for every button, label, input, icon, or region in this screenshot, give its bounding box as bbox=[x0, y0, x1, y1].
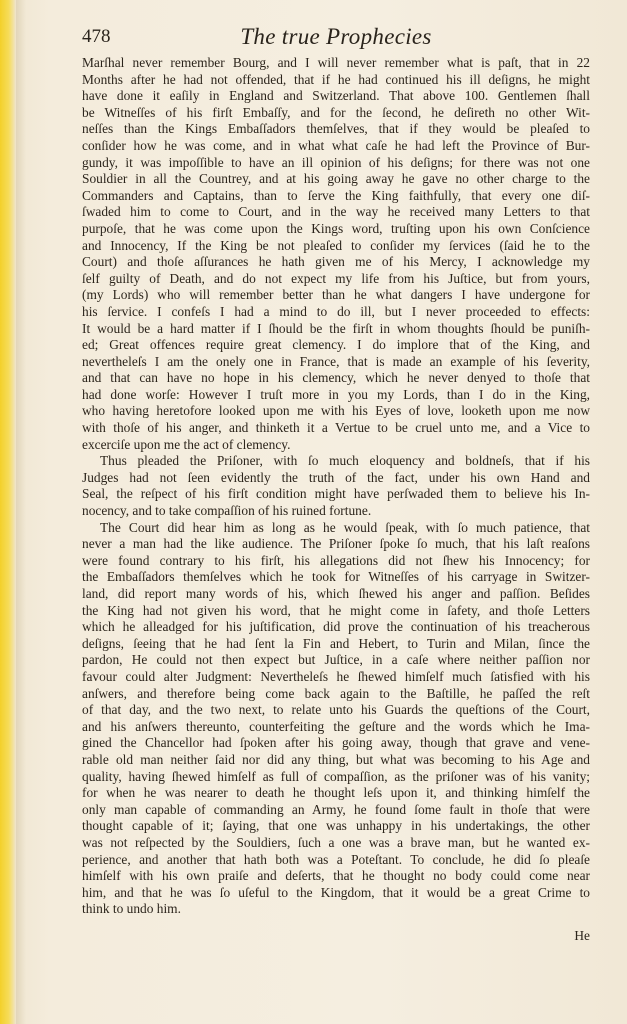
text-line: was not reſpected by the Souldiers, ſuch a one was a brave man, but he wanted ex- bbox=[82, 834, 590, 850]
text-line: have done it eaſily in England and Switzerland. That above 100. Gentlemen ſhall bbox=[82, 88, 590, 104]
text-line: ed; Great offences require great clemency. I do implore that of the King, and bbox=[82, 337, 590, 353]
text-line: had done worſe: However I truſt more in you my Lords, than I do in the King, bbox=[82, 386, 590, 402]
text-line: nevertheleſs I am the onely one in France, that is made an example of his ſeverity, bbox=[82, 353, 590, 369]
text-line: Souldier in all the Countrey, and at his going away he gave no other charge to the bbox=[82, 171, 590, 187]
text-line: think to undo him. bbox=[82, 901, 181, 917]
text-line: of that day, and the two next, to relate unto his Guards the queſtions of the Court, bbox=[82, 702, 590, 718]
running-head bbox=[82, 24, 590, 52]
running-title: The true Prophecies bbox=[240, 24, 432, 49]
text-line: thought capable of it; ſaying, that one was unhappy in his undertakings, the other bbox=[82, 818, 590, 834]
text-line: Thus pleaded the Priſoner, with ſo much eloquency and boldneſs, that if his bbox=[100, 453, 590, 469]
catchword: He bbox=[574, 928, 590, 943]
text-line: (my Lords) who will remember better than he what dangers I have undergone for bbox=[82, 287, 590, 303]
text-line: deſigns, ſeeing that he had ſent la Fin and Hebert, to Turin and Milan, ſince the bbox=[82, 635, 590, 651]
text-line: excerciſe upon me the act of clemency. bbox=[82, 436, 291, 452]
text-line: only man capable of commanding an Army, he found ſome fault in thoſe that were bbox=[82, 801, 590, 817]
page-spine-edge bbox=[0, 0, 16, 1024]
text-line: Court) and thoſe aſſurances he hath given me of his Mercy, I acknowledge my bbox=[82, 254, 590, 270]
page-number: 478 bbox=[82, 26, 111, 47]
text-line: and Innocency, If the King be not pleaſed to conſider my ſervices (ſaid he to the bbox=[82, 237, 590, 253]
text-line: gined the Chancellor had ſpoken after his going away, though that grave and vene- bbox=[82, 735, 590, 751]
text-line: the Embaſſadors themſelves which he took for Witneſſes of his carryage in Switzer- bbox=[82, 569, 590, 585]
gutter-shadow bbox=[16, 0, 26, 1024]
text-line: never a man had the like audience. The Priſoner ſpoke ſo much, that his laſt reaſons bbox=[82, 536, 590, 552]
text-line: his ſervice. I confeſs I had a mind to do ill, but I never proceeded to effects: bbox=[82, 303, 590, 319]
text-line: perience, and another that hath both was a Poteſtant. To conclude, he did ſo pleaſe bbox=[82, 851, 590, 867]
text-line: for when he was nearer to death he thought leſs upon it, and thinking himſelf the bbox=[82, 785, 590, 801]
text-line: the King had not given his word, that he might come in ſafety, and thoſe Letters bbox=[82, 602, 590, 618]
text-line: be Witneſſes of his firſt Embaſſy, and for the ſecond, he deſireth no other Wit- bbox=[82, 104, 590, 120]
text-line: and that can have no hope in his clemency, which he never denyed to thoſe that bbox=[82, 370, 590, 386]
text-line: rable old man neither ſaid nor did any thing, but what was becoming to his Age and bbox=[82, 751, 590, 767]
text-line: him, and that he was ſo uſeful to the Kingdom, that it would be a great Crime to bbox=[82, 884, 590, 900]
text-line: ſwaded him to come to Court, and in the way he received many Letters to that bbox=[82, 204, 590, 220]
text-line: anſwers, and therefore being come back again to the Baſtille, he paſſed the reſt bbox=[82, 685, 590, 701]
text-line: were found contrary to his firſt, his allegations did not ſhew his Innocency; for bbox=[82, 552, 590, 568]
text-line: neſſes than the Kings Embaſſadors themſelves, that if they would be pleaſed to bbox=[82, 121, 590, 137]
text-line: It would be a hard matter if I ſhould be the firſt in whom thoughts ſhould be puniſh- bbox=[82, 320, 590, 336]
text-line: and his anſwers thereunto, counterfeiting the geſture and the words which he Ima- bbox=[82, 718, 590, 734]
text-line: himſelf with his own praiſe and deſerts, that he thought no body could come near bbox=[82, 868, 590, 884]
text-line: purpoſe, that he was come upon the Kings word, truſting upon his own Conſcience bbox=[82, 220, 590, 236]
text-line: favour could alter Judgment: Nevertheleſs he ſhewed himſelf much ſatisfied with his bbox=[82, 668, 590, 684]
text-line: nocency, and to take compaſſion of his ruined fortune. bbox=[82, 503, 372, 519]
text-line: Marſhal never remember Bourg, and I will never remember what is paſt, that in 22 bbox=[82, 55, 590, 70]
text-line: ſelf guilty of Death, and do not expect my life from his Juſtice, but from yours, bbox=[82, 270, 590, 286]
text-line: conſider how he was come, and in what what caſe he had left the Province of Bur- bbox=[82, 137, 590, 153]
text-line: The Court did hear him as long as he would ſpeak, with ſo much patience, that bbox=[100, 519, 590, 535]
text-line: quality, having ſhewed himſelf as full of compaſſion, as the priſoner was of his vanity; bbox=[82, 768, 590, 784]
text-line: Seal, the reſpect of his firſt condition might have perſwaded them to believe his In- bbox=[82, 486, 590, 502]
text-line: Commanders and Captains, than to ſerve the King faithfully, that every one diſ- bbox=[82, 187, 590, 203]
text-line: Judges had not ſeen evidently the truth of the fact, under his own Hand and bbox=[82, 469, 590, 485]
text-line: who having heretofore looked upon me with his Eyes of love, looketh upon me now bbox=[82, 403, 590, 419]
text-line: with thoſe of his anger, and thinketh it a Vertue to be cruel unto me, and a Vice to bbox=[82, 420, 590, 436]
text-line: which he alleadged for his juſtification, did prove the continuation of his treacherous bbox=[82, 619, 590, 635]
text-line: land, did report many words of his, which ſhewed his anger and paſſion. Beſides bbox=[82, 586, 590, 601]
body-text bbox=[82, 55, 590, 918]
text-line: gundy, it was impoſſible to have an ill opinion of his deſigns; for there was not one bbox=[82, 154, 590, 170]
text-line: pardon, He could not then expect but Juſtice, in a caſe where neither paſſion nor bbox=[82, 652, 590, 668]
text-line: Months after he had not offended, that if he had continued his ill deſigns, he might bbox=[82, 71, 590, 87]
